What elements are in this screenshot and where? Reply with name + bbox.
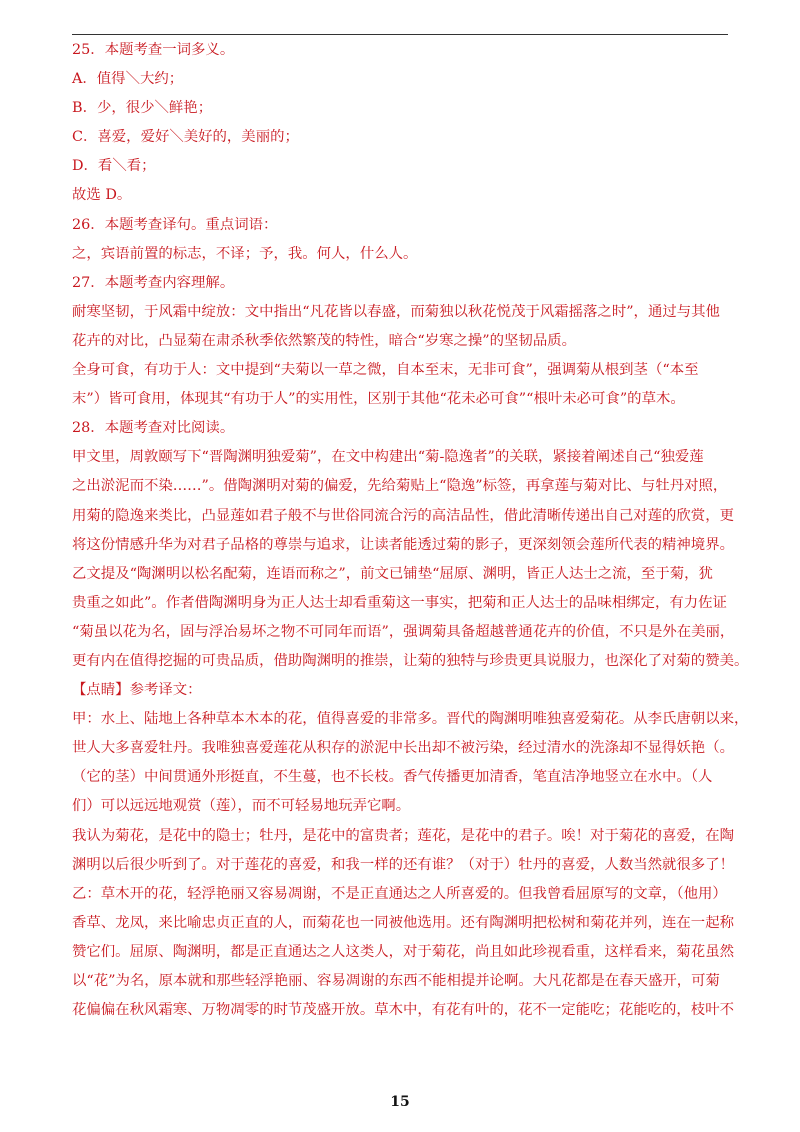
text-line: 甲文里，周敦颐写下“晋陶渊明独爱菊”，在文中构建出“菊-隐逸者”的关联，紧接着阐述自己“独爱莲 (72, 449, 704, 466)
text-line: 们）可以远远地观赏（莲），而不可轻易地玩弄它啊。 (72, 798, 411, 815)
text-line: 末”）皆可食用，体现其“有功于人”的实用性，区别于其他“花未必可食”“根叶未必可食”的草木。 (72, 391, 685, 408)
text-line: 之出淤泥而不染……”。借陶渊明对菊的偏爱，先给菊贴上“隐逸”标签，再拿莲与菊对比、与牡丹对照， (72, 478, 728, 495)
text-line: 26．本题考查译句。重点词语： (72, 216, 278, 233)
text-line: 将这份情感升华为对君子品格的尊崇与追求，让读者能透过菊的影子，更深刻领会莲所代表的精神境界。 (72, 536, 734, 553)
text-line: B．少，很少＼鲜艳； (72, 100, 213, 117)
text-line: A．值得＼大约； (72, 71, 184, 88)
header-rule (72, 34, 728, 35)
text-line: D．看＼看； (72, 158, 156, 175)
text-line: 以“花”为名，原本就和那些轻浮艳丽、容易凋谢的东西不能相提并论啊。大凡花都是在春天盛开，可菊 (72, 973, 720, 989)
text-line: 世人大多喜爱牡丹。我唯独喜爱莲花从积存的淤泥中长出却不被污染，经过清水的洗涤却不显得妖艳（。 (72, 740, 734, 757)
text-line: 香草、龙凤，来比喻忠贞正直的人，而菊花也一同被他选用。还有陶渊明把松树和菊花并列，连在一起称 (72, 914, 734, 931)
text-line: 28．本题考查对比阅读。 (72, 420, 235, 437)
answer-text-body (72, 36, 749, 1025)
text-line: 花卉的对比，凸显菊在肃杀秋季依然繁茂的特性，暗合“岁寒之操”的坚韧品质。 (72, 332, 576, 349)
text-line: 赞它们。屈原、陶渊明，都是正直通达之人这类人，对于菊花，尚且如此珍视看重，这样看来，菊花虽然 (72, 943, 734, 960)
text-line: 更有内在值得挖掘的可贵品质，借助陶渊明的推崇，让菊的独特与珍贵更具说服力，也深化了对菊的赞美。 (72, 652, 749, 669)
text-line: 全身可食，有功于人：文中提到“夫菊以一草之微，自本至末，无非可食”，强调菊从根到茎（“本至 (72, 362, 699, 379)
text-line: 我认为菊花，是花中的隐士；牡丹，是花中的富贵者；莲花，是花中的君子。唉！对于菊花的喜爱，在陶 (72, 827, 734, 844)
text-line: 渊明以后很少听到了。对于莲花的喜爱，和我一样的还有谁？（对于）牡丹的喜爱，人数当然就很多了！ (72, 856, 734, 873)
text-line: 乙：草木开的花，轻浮艳丽又容易凋谢，不是正直通达之人所喜爱的。但我曾看屈原写的文章，（他用） (72, 885, 727, 902)
text-line: 乙文提及“陶渊明以松名配菊，连语而称之”，前文已铺垫“屈原、渊明，皆正人达士之流，至于菊，犹 (72, 565, 713, 582)
text-line: （它的茎）中间贯通外形挺直，不生蔓，也不长枝。香气传播更加清香，笔直洁净地竖立在水中。（人 (72, 769, 713, 786)
text-line: 花偏偏在秋风霜寒、万物凋零的时节茂盛开放。草木中，有花有叶的，花不一定能吃；花能吃的，枝叶不 (72, 1002, 734, 1019)
text-line: 用菊的隐逸来类比，凸显莲如君子般不与世俗同流合污的高洁品性，借此清晰传递出自己对莲的欣赏，更 (72, 507, 734, 524)
text-line: “菊虽以花为名，固与浮冶易坏之物不可同年而语”，强调菊具备超越普通花卉的价值，不只是外在美丽， (72, 623, 735, 640)
text-line: 25．本题考查一词多义。 (72, 42, 235, 58)
text-line: 甲：水上、陆地上各种草本木本的花，值得喜爱的非常多。晋代的陶渊明唯独喜爱菊花。从李氏唐朝以来， (72, 711, 749, 728)
text-line: 耐寒坚韧，于风霜中绽放：文中指出“凡花皆以春盛，而菊独以秋花悦茂于风霜摇落之时”，通过与其他 (72, 303, 720, 320)
text-line: 之，宾语前置的标志，不译；予，我。何人，什么人。 (72, 245, 418, 262)
text-line: 贵重之如此”。作者借陶渊明身为正人达士却看重菊这一事实，把菊和正人达士的品味相绑定，有力佐证 (72, 594, 727, 611)
text-line: C．喜爱，爱好＼美好的，美丽的； (72, 129, 299, 146)
text-line: 故选 D。 (72, 187, 132, 204)
text-line: 【点睛】参考译文： (72, 682, 202, 699)
text-line: 27．本题考查内容理解。 (72, 274, 235, 291)
page-number: 15 (390, 1094, 410, 1110)
